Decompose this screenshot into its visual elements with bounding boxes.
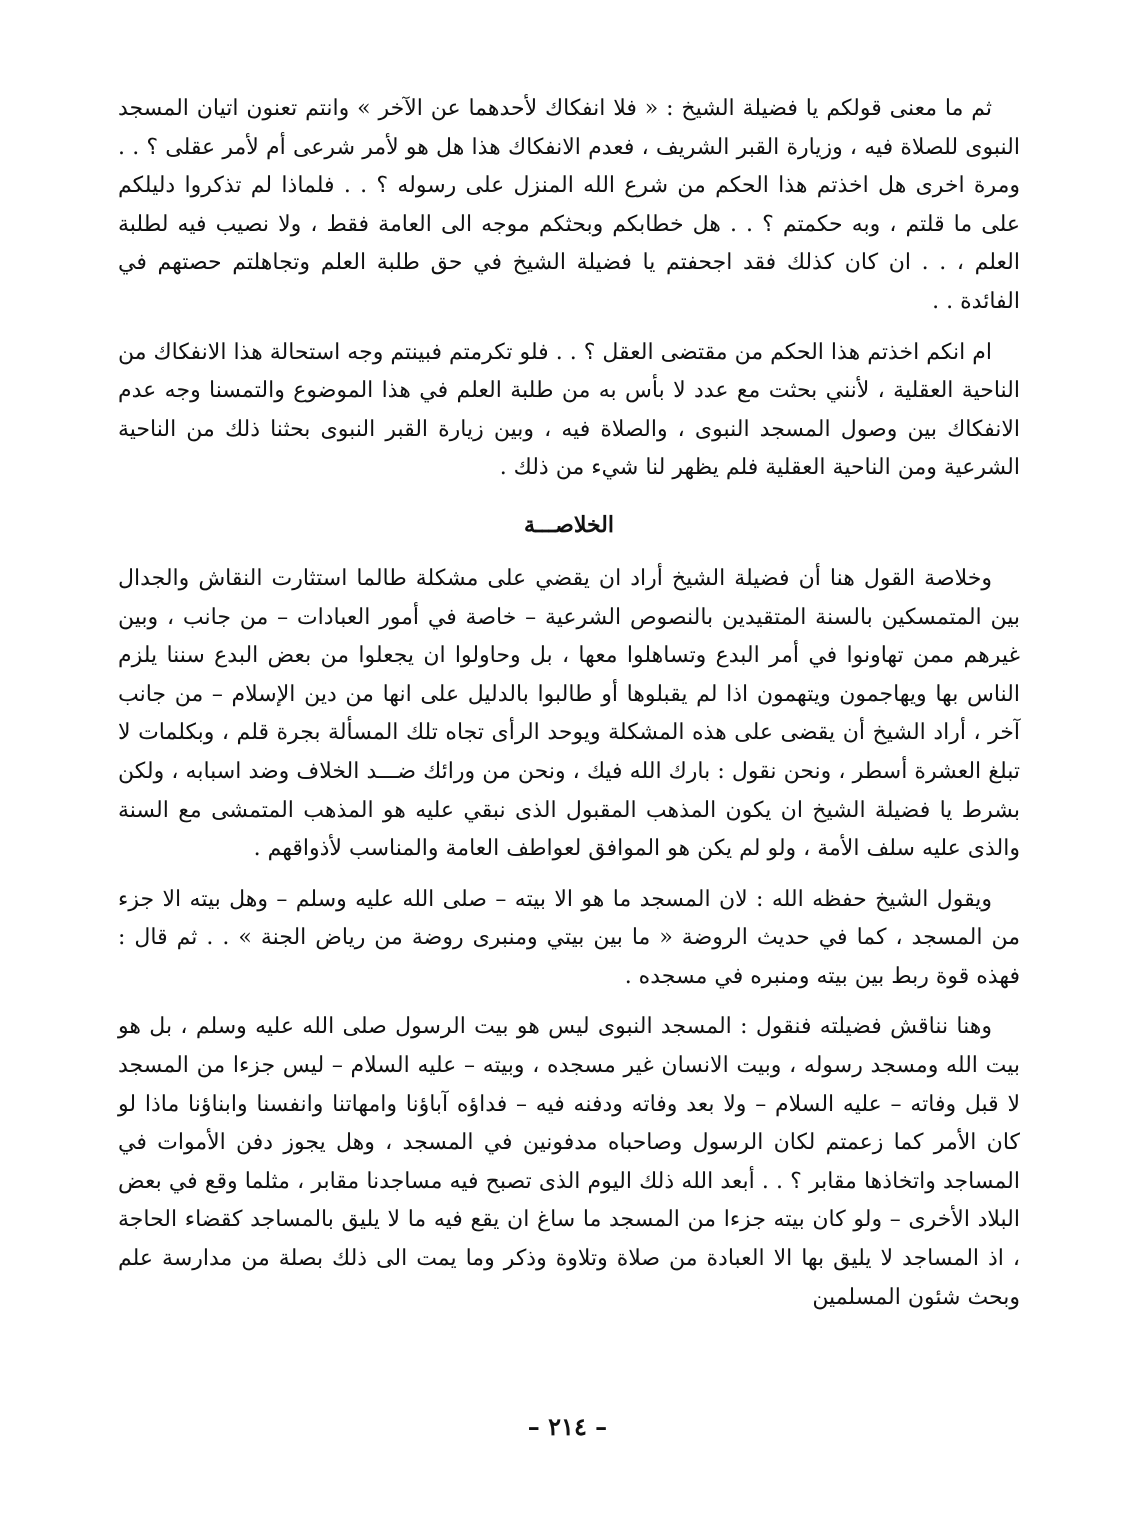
page-number: – ٢١٤ – bbox=[527, 1412, 608, 1441]
paragraph-4: ويقول الشيخ حفظه الله : لان المسجد ما هو الا بيته – صلى الله عليه وسلم – وهل بيته الا جزء من المسجد ، كما في حديث الروضة « ما بين بيتي ومنبرى روضة من رياض الجنة » . . ثم قال : فهذه قوة ربط بين بيته ومنبره في مسجده . bbox=[118, 886, 1020, 989]
document-page bbox=[118, 90, 1020, 1317]
paragraph-2: ام انكم اخذتم هذا الحكم من مقتضى العقل ؟ . . فلو تكرمتم فبينتم وجه استحالة هذا الانفكاك من الناحية العقلية ، لأنني بحثت مع عدد لا بأس به من طلبة العلم في هذا الموضوع والتمسنا وجه عدم الانفكاك بين وصول المسجد النبوى ، والصلاة فيه ، وبين زيارة القبر النبوى بحثنا ذلك من الناحية الشرعية ومن الناحية العقلية فلم يظهر لنا شيء من ذلك . bbox=[118, 339, 1020, 481]
paragraph-1: ثم ما معنى قولكم يا فضيلة الشيخ : « فلا انفكاك لأحدهما عن الآخر » وانتم تعنون اتيان المسجد النبوى للصلاة فيه ، وزيارة القبر الشريف ، فعدم الانفكاك هذا هل هو لأمر شرعى أم لأمر عقلى ؟ . . ومرة اخرى هل اخذتم هذا الحكم من شرع الله المنزل على رسوله ؟ . . فلماذا لم تذكروا دليلكم على ما قلتم ، وبه حكمتم ؟ . . هل خطابكم وبحثكم موجه الى العامة فقط ، ولا نصيب فيه لطلبة العلم ، . . ان كان كذلك فقد اجحفتم يا فضيلة الشيخ في حق طلبة العلم وتجاهلتم حصتهم في الفائدة . . bbox=[118, 96, 1020, 314]
section-heading: الخلاصـــة bbox=[524, 511, 614, 538]
paragraph-5: وهنا نناقش فضيلته فنقول : المسجد النبوى ليس هو بيت الرسول صلى الله عليه وسلم ، بل هو بيت الله ومسجد رسوله ، وبيت الانسان غير مسجده ، وبيته – عليه السلام – ليس جزءا من المسجد لا قبل وفاته – عليه السلام – ولا بعد وفاته ودفنه فيه – فداؤه آباؤنا وامهاتنا وانفسنا وابناؤنا ماذا لو كان الأمر كما زعمتم لكان الرسول وصاحباه مدفونين في المسجد ، وهل يجوز دفن الأموات في المساجد واتخاذها مقابر ؟ . . أبعد الله ذلك اليوم الذى تصبح فيه مساجدنا مقابر ، مثلما وقع في بعض البلاد الأخرى – ولو كان بيته جزءا من المسجد ما ساغ ان يقع فيه ما لا يليق بالمساجد كقضاء الحاجة ، اذ المساجد لا يليق بها الا العبادة من صلاة وتلاوة وذكر وما يمت الى ذلك بصلة من مدارسة علم وبحث شئون المسلمين bbox=[118, 1014, 1020, 1310]
paragraph-3: وخلاصة القول هنا أن فضيلة الشيخ أراد ان يقضي على مشكلة طالما استثارت النقاش والجدال بين المتمسكين بالسنة المتقيدين بالنصوص الشرعية – خاصة في أمور العبادات – من جانب ، وبين غيرهم ممن تهاونوا في أمر البدع وتساهلوا معها ، بل وحاولوا ان يجعلوا من بعض البدع سننا يلزم الناس بها ويهاجمون ويتهمون اذا لم يقبلوها أو طالبوا بالدليل على انها من دين الإسلام – من جانب آخر ، أراد الشيخ أن يقضى على هذه المشكلة ويوحد الرأى تجاه تلك المسألة بجرة قلم ، وبكلمات لا تبلغ العشرة أسطر ، ونحن نقول : بارك الله فيك ، ونحن من ورائك ضـــد الخلاف وضد اسبابه ، ولكن بشرط يا فضيلة الشيخ ان يكون المذهب المقبول الذى نبقي عليه هو المذهب المتمشى مع السنة والذى عليه سلف الأمة ، ولو لم يكن هو الموافق لعواطف العامة والمناسب لأذواقهم . bbox=[118, 565, 1020, 862]
